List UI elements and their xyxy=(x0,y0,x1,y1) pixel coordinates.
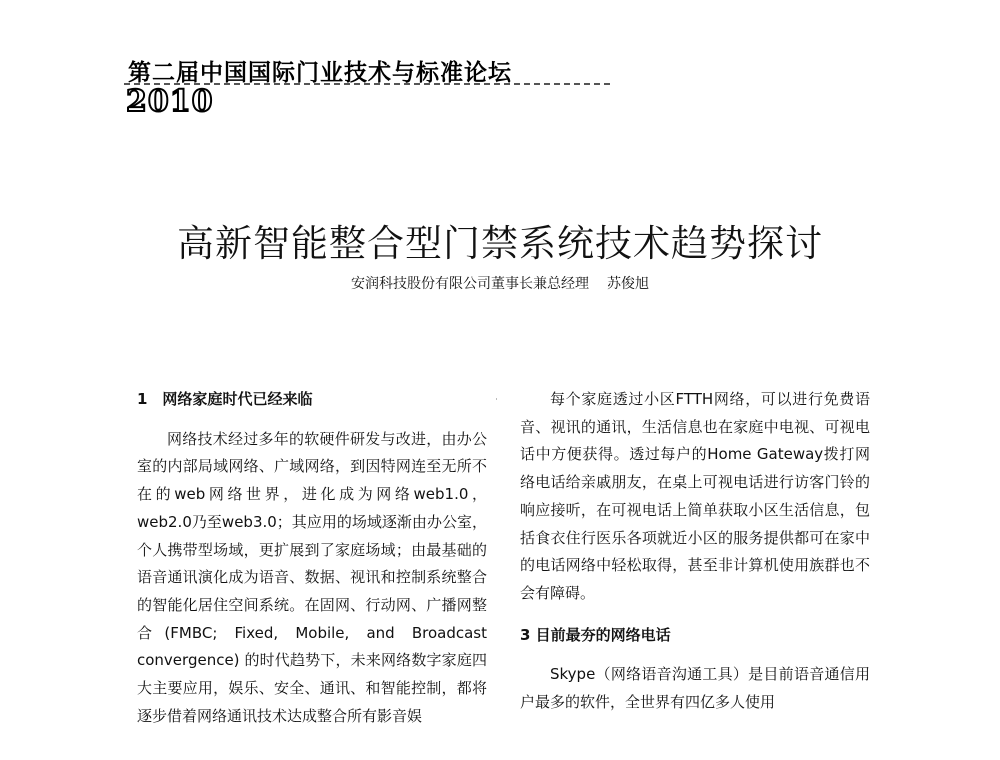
column-separator-mark xyxy=(496,398,497,400)
body-paragraph: Skype（网络语音沟通工具）是目前语音通信用户最多的软件，全世界有四亿多人使用 xyxy=(520,665,870,712)
left-column xyxy=(137,386,487,730)
paper-title: 高新智能整合型门禁系统技术趋势探讨 xyxy=(177,221,823,265)
forum-year: 2010 xyxy=(126,84,214,119)
body-paragraph: 网络技术经过多年的软硬件研发与改进，由办公室的内部局域网络、广域网络，到因特网连至无所不在的web网络世界，进化成为网络web1.0，web2.0乃至web3.0；其应用的场域逐渐由办公室，个人携带型场域，更扩展到了家庭场域；由最基础的语音通讯演化成为语音、数据、视讯和控制系统整合的智能化居住空间系统。在固网、行动网、广播网整合(FMBC; Fixed, Mobile, and Broadcast convergence) 的时代趋势下，未来网络数字家庭四大主要应用，娱乐、安全、通讯、和智能控制，都将逐步借着网络通讯技术达成整合所有影音娱 xyxy=(137,429,487,725)
author-line xyxy=(0,273,1000,293)
author-affiliation: 安润科技股份有限公司董事长兼总经理 xyxy=(351,276,589,292)
forum-title: 第二届中国国际门业技术与标准论坛 xyxy=(128,60,512,86)
author-name: 苏俊旭 xyxy=(607,276,649,292)
section-heading-1: 1 网络家庭时代已经来临 xyxy=(137,390,313,408)
section-heading-3: 3 目前最夯的网络电话 xyxy=(520,625,671,644)
body-paragraph: 每个家庭透过小区FTTH网络，可以进行免费语音、视讯的通讯，生活信息也在家庭中电视、可视电话中方便获得。透过每户的Home Gateway拨打网络电话给亲戚朋友，在桌上可视电话进行访客门铃的响应接听，在可视电话上简单获取小区生活信息，包括食衣住行医乐各项就近小区的服务提供都可在家中的电话网络中轻松取得，甚至非计算机使用族群也不会有障碍。 xyxy=(520,390,870,602)
right-column xyxy=(520,386,870,717)
